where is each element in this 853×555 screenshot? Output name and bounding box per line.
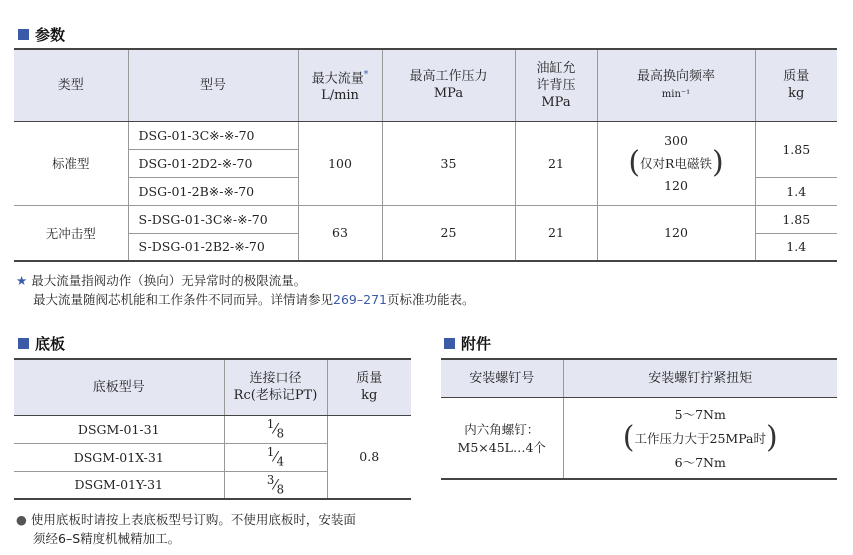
- sl-pressure: 25: [382, 205, 515, 261]
- params-section-title: [18, 24, 65, 45]
- sl-mass-1: 1.85: [755, 205, 837, 233]
- sl-flow: 63: [298, 205, 382, 261]
- std-type: 标准型: [14, 121, 128, 205]
- sl-freq: 120: [597, 205, 755, 261]
- base-section-title: [18, 333, 65, 354]
- std-flow: 100: [298, 121, 382, 205]
- section-square-icon: [444, 338, 455, 349]
- header-max-flow: 最大流量* L/min: [298, 49, 382, 121]
- base-mass: 0.8: [327, 415, 411, 499]
- params-note: ★ 最大流量指阀动作（换向）无异常时的极限流量。 最大流量随阀芯机能和工作条件不同而异。详情请参见269–271页标准功能表。: [16, 273, 475, 307]
- std-model-2: DSG-01-2D2-※-70: [128, 149, 298, 177]
- sl-model-1: S-DSG-01-3C※-※-70: [128, 205, 298, 233]
- acc-header-torque: 安装螺钉拧紧扭矩: [563, 359, 837, 397]
- std-model-1: DSG-01-3C※-※-70: [128, 121, 298, 149]
- std-mass-2: 1.4: [755, 177, 837, 205]
- params-table: [14, 48, 837, 262]
- sl-back-pressure: 21: [515, 205, 597, 261]
- header-back-pressure: 油缸允 许背压 MPa: [515, 49, 597, 121]
- header-mass: 质量 kg: [755, 49, 837, 121]
- acc-table: [441, 358, 837, 480]
- std-model-3: DSG-01-2B※-※-70: [128, 177, 298, 205]
- std-pressure: 35: [382, 121, 515, 205]
- bullet-icon: ●: [16, 512, 27, 527]
- std-freq: 300 ( 仅对R电磁铁 ) 120: [597, 121, 755, 205]
- base-header-port: 连接口径 Rc(老标记PT): [224, 359, 327, 415]
- header-freq: 最高换向频率 min⁻¹: [597, 49, 755, 121]
- header-type: 类型: [14, 49, 128, 121]
- sl-mass-2: 1.4: [755, 233, 837, 261]
- std-freq-note: 仅对R电磁铁: [640, 156, 712, 171]
- params-title: 参数: [35, 26, 66, 44]
- base-port-2: $^1⁄_4$: [224, 443, 327, 471]
- acc-title: 附件: [461, 335, 492, 353]
- base-header-model: 底板型号: [14, 359, 224, 415]
- base-note: ● 使用底板时请按上表底板型号订购。不使用底板时，安装面 须经6–S精度机械精加工。: [16, 512, 356, 546]
- sl-type: 无冲击型: [14, 205, 128, 261]
- section-square-icon: [18, 338, 29, 349]
- section-square-icon: [18, 29, 29, 40]
- acc-torque: 5～7Nm ( 工作压力大于25MPa时 ) 6～7Nm: [563, 397, 837, 479]
- acc-torque-note: 工作压力大于25MPa时: [634, 430, 766, 446]
- base-model-2: DSGM-01X-31: [14, 443, 224, 471]
- base-header-mass: 质量 kg: [327, 359, 411, 415]
- base-port-1: $^1⁄_8$: [224, 415, 327, 443]
- header-model: 型号: [128, 49, 298, 121]
- std-mass-1: 1.85: [755, 121, 837, 177]
- acc-section-title: [444, 333, 491, 354]
- base-model-3: DSGM-01Y-31: [14, 471, 224, 499]
- base-title: 底板: [35, 335, 66, 353]
- star-icon: ★: [16, 273, 28, 288]
- sl-model-2: S-DSG-01-2B2-※-70: [128, 233, 298, 261]
- base-model-1: DSGM-01-31: [14, 415, 224, 443]
- std-back-pressure: 21: [515, 121, 597, 205]
- base-table: [14, 358, 411, 500]
- base-port-3: $^3⁄_8$: [224, 471, 327, 499]
- header-max-pressure: 最高工作压力 MPa: [382, 49, 515, 121]
- page-ref-link[interactable]: 269–271: [333, 292, 387, 307]
- acc-screw: 内六角螺钉： M5×45L…4个: [441, 397, 563, 479]
- acc-header-screw: 安装螺钉号: [441, 359, 563, 397]
